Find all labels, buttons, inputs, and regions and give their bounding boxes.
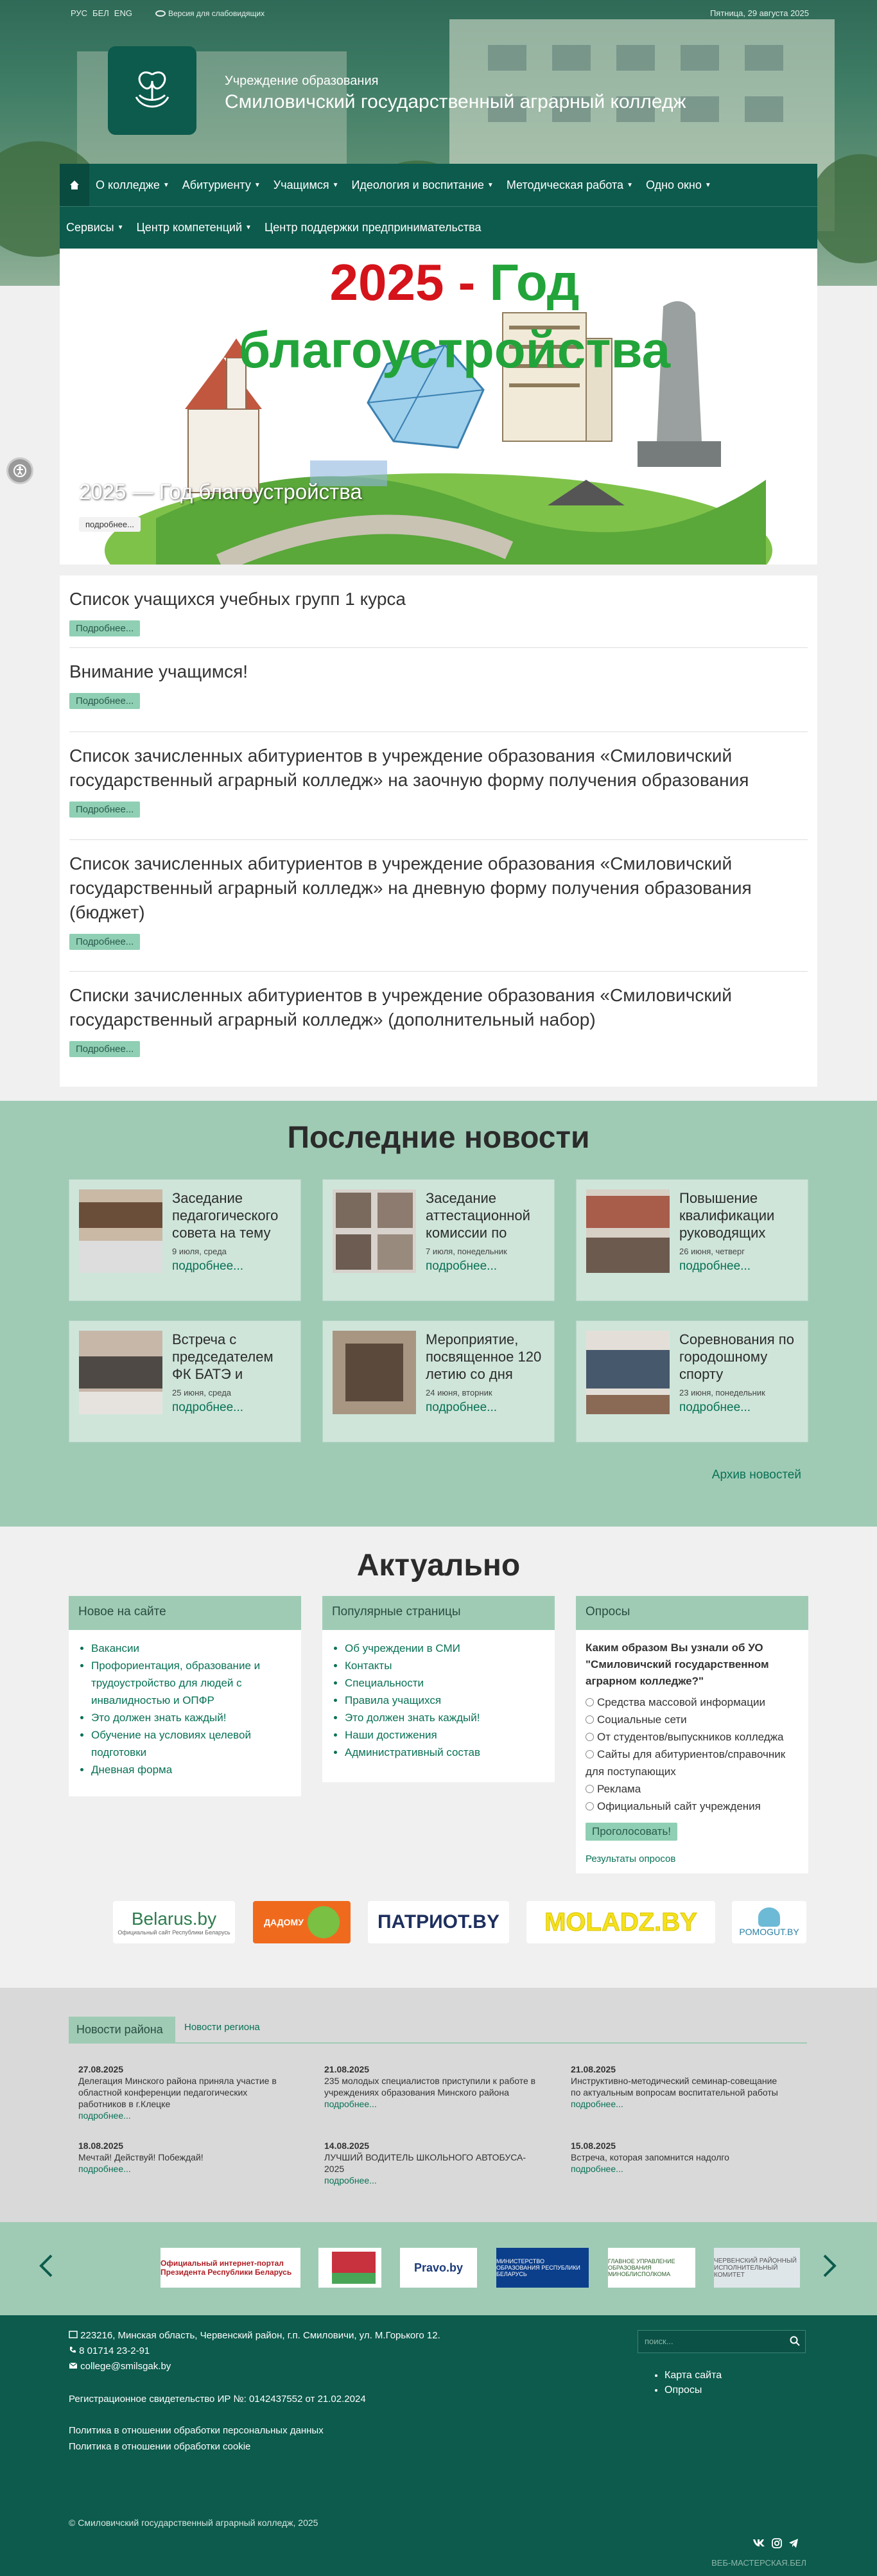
district-news-section (0, 1988, 877, 2222)
news-card[interactable] (576, 1179, 808, 1301)
language-switcher (71, 8, 132, 18)
low-vision-link[interactable] (155, 9, 265, 18)
new-on-site-item[interactable]: • Обучение на условиях целевой подготовки (91, 1726, 291, 1761)
tab-region-news[interactable]: Новости региона (184, 2022, 260, 2033)
poll-question: Каким образом Вы узнали об УО "Смиловичский государственном аграрном колледже?" (586, 1642, 769, 1687)
chevron-down-icon: ▼ (332, 181, 339, 189)
news-more-link[interactable]: подробнее... (426, 1401, 498, 1414)
radio-icon (586, 1715, 594, 1724)
map-icon (69, 2331, 78, 2338)
carousel-prev-button[interactable] (39, 2254, 54, 2284)
accessibility-icon (13, 464, 27, 478)
poll-option[interactable]: Сайты для абитуриентов/справочник для поступающих (586, 1748, 786, 1778)
news-date: 7 июля, понедельник (426, 1247, 507, 1256)
flag-icon (324, 2252, 376, 2284)
news-title[interactable]: Соревнования по городошному спорту (679, 1331, 794, 1382)
banner-more-button[interactable]: подробнее... (79, 517, 141, 532)
footer-links (652, 2368, 722, 2397)
poll (576, 1630, 808, 1874)
org-subtitle: Учреждение образования (225, 74, 379, 88)
chevron-down-icon: ▼ (627, 181, 633, 189)
announcement-more-button[interactable]: Подробнее... (69, 934, 140, 950)
chevron-right-icon (822, 2254, 837, 2277)
chevron-down-icon: ▼ (162, 181, 169, 189)
news-thumbnail[interactable] (333, 1189, 416, 1273)
partner-dadomu[interactable]: ДАДОМУ (253, 1901, 351, 1943)
news-more-link[interactable]: подробнее... (172, 1401, 244, 1414)
tab-district-news[interactable]: Новости района (69, 2017, 175, 2044)
popular-item[interactable]: • Специальности (345, 1674, 545, 1692)
popular-item[interactable]: • Это должен знать каждый! (345, 1709, 545, 1726)
radio-icon (586, 1785, 594, 1793)
people-icon (758, 1907, 780, 1927)
instagram-icon[interactable] (772, 2538, 782, 2552)
nav-applicants[interactable]: Абитуриенту ▼ (182, 178, 261, 191)
nav-one-window[interactable]: Одно окно ▼ (645, 178, 711, 191)
new-on-site-item[interactable]: • Профориентация, образование и трудоустройство для людей с инвалидностью и ОПФР (91, 1657, 291, 1709)
radio-icon (586, 1733, 594, 1741)
popular-pages-box (322, 1596, 555, 1782)
district-news-item[interactable]: 18.08.2025 Мечтай! Действуй! Побеждай! подробнее... (78, 2141, 204, 2174)
poll-option[interactable]: Официальный сайт учреждения (586, 1798, 799, 1815)
home-icon (69, 180, 80, 190)
news-card[interactable] (322, 1320, 555, 1442)
chevron-down-icon: ▼ (704, 181, 711, 189)
current-date: Пятница, 29 августа 2025 (709, 8, 809, 18)
news-more-link[interactable]: подробнее... (679, 1259, 751, 1273)
news-card[interactable] (69, 1179, 301, 1301)
carousel-pravo-by[interactable]: Pravo.by (400, 2248, 477, 2288)
footer-search-input[interactable]: поиск... (638, 2330, 806, 2353)
new-on-site-item[interactable]: • Это должен знать каждый! (91, 1709, 291, 1726)
site-header (0, 0, 877, 286)
news-thumbnail[interactable] (79, 1189, 162, 1273)
low-vision-label: Версия для слабовидящих (168, 9, 265, 18)
footer-privacy-policy[interactable]: Политика в отношении обработки персональных данных (69, 2425, 324, 2436)
partner-pomogut-by[interactable]: POMOGUT.BY (732, 1901, 806, 1943)
college-logo[interactable] (108, 46, 196, 135)
partner-patriot-by[interactable]: ПАТРИОТ.BY (368, 1901, 509, 1943)
carousel-next-button[interactable] (822, 2254, 837, 2284)
announcement-item (69, 732, 808, 840)
district-news-item[interactable]: 15.08.2025 Встреча, которая запомнится надолго подробнее... (571, 2141, 729, 2174)
district-more-link[interactable]: подробнее... (78, 2164, 131, 2174)
popular-item[interactable]: • Правила учащихся (345, 1692, 545, 1709)
polls-box (576, 1596, 808, 1873)
announcements-list (60, 575, 817, 1087)
district-tabs (69, 2017, 807, 2044)
news-date: 26 июня, четверг (679, 1247, 745, 1256)
announcement-more-button[interactable]: Подробнее... (69, 802, 140, 818)
lang-en[interactable]: ENG (114, 8, 132, 18)
district-more-link[interactable]: подробнее... (571, 2164, 623, 2174)
site-footer (0, 2315, 877, 2576)
links-carousel (0, 2222, 877, 2315)
district-news-item[interactable]: 27.08.2025 Делегация Минского района приняла участие в областной конференции педагогических работников в г.Клецке подробнее... (78, 2064, 277, 2121)
news-date: 23 июня, понедельник (679, 1388, 765, 1398)
clover-icon (308, 1906, 340, 1938)
poll-option[interactable]: От студентов/выпускников колледжа (586, 1728, 799, 1746)
footer-cookie-policy[interactable]: Политика в отношении обработки cookie (69, 2441, 251, 2452)
nav-methodical[interactable]: Методическая работа ▼ (506, 178, 633, 191)
news-thumbnail[interactable] (586, 1189, 670, 1273)
popular-item[interactable]: • Контакты (345, 1657, 545, 1674)
news-thumbnail[interactable] (586, 1331, 670, 1414)
footer-email[interactable]: college@smilsgak.by (69, 2361, 171, 2372)
news-thumbnail[interactable] (79, 1331, 162, 1414)
news-title[interactable]: Мероприятие, посвященное 120 летию со дня (426, 1331, 542, 1382)
district-more-link[interactable]: подробнее... (78, 2110, 131, 2121)
new-on-site-item[interactable]: • Дневная форма (91, 1761, 291, 1778)
poll-vote-button[interactable]: Проголосовать! (586, 1823, 677, 1841)
eye-icon (155, 10, 166, 17)
vk-icon[interactable] (752, 2538, 765, 2552)
news-title[interactable]: Заседание педагогического совета на тему (172, 1190, 279, 1241)
popular-item[interactable]: • Наши достижения (345, 1726, 545, 1744)
hero-banner[interactable] (60, 249, 817, 565)
carousel-president-portal[interactable]: Официальный интернет-портал Президента Республики Беларусь (161, 2248, 300, 2288)
news-title[interactable]: Встреча с председателем ФК БАТЭ и (172, 1331, 274, 1382)
footer-phone: 8 01714 23-2-91 (69, 2345, 150, 2356)
announcement-more-button[interactable]: Подробнее... (69, 620, 140, 636)
news-date: 24 июня, вторник (426, 1388, 492, 1398)
actual-heading: Актуально (356, 1548, 521, 1582)
footer-address: 223216, Минская область, Червенский район, г.п. Смиловичи, ул. М.Горького 12. (69, 2330, 440, 2341)
news-more-link[interactable]: подробнее... (172, 1259, 244, 1273)
nav-competence[interactable]: Центр компетенций ▼ (136, 221, 252, 234)
news-date: 25 июня, среда (172, 1388, 232, 1398)
footer-registration: Регистрационное свидетельство ИР №: 0142437552 от 21.02.2024 (69, 2394, 366, 2405)
search-icon (790, 2336, 800, 2346)
district-news-item[interactable]: 21.08.2025 Инструктивно-методический семинар-совещание по актуальным вопросам воспитательной работы подробнее... (571, 2064, 778, 2109)
poll-option[interactable]: Реклама (586, 1780, 799, 1798)
nav-services[interactable]: Сервисы ▼ (66, 221, 124, 234)
news-title[interactable]: Повышение квалификации руководящих (679, 1190, 775, 1241)
chevron-left-icon (39, 2254, 54, 2277)
district-more-link[interactable]: подробнее... (324, 2175, 377, 2186)
news-archive-link[interactable]: Архив новостей (711, 1468, 801, 1482)
mail-icon (69, 2362, 78, 2369)
radio-icon (586, 1802, 594, 1810)
latest-news-section (0, 1101, 877, 1527)
district-more-link[interactable]: подробнее... (324, 2099, 377, 2109)
new-on-site-item[interactable]: • Вакансии (91, 1640, 291, 1657)
popular-item[interactable]: • Административный состав (345, 1744, 545, 1761)
announcement-title[interactable]: Список зачисленных абитуриентов в учреждение образования «Смиловичский государственный аграрный колледж» на заочную форму получения образования (69, 746, 749, 790)
radio-icon (586, 1698, 594, 1706)
carousel-main-dept-education[interactable]: ГЛАВНОЕ УПРАВЛЕНИЕ ОБРАЗОВАНИЯ МИНОБЛИСПОЛКОМА (608, 2248, 695, 2288)
news-card[interactable] (576, 1320, 808, 1442)
poll-option[interactable]: Социальные сети (586, 1711, 799, 1728)
news-more-link[interactable]: подробнее... (426, 1259, 498, 1273)
announcement-title[interactable]: Список зачисленных абитуриентов в учреждение образования «Смиловичский государственный аграрный колледж» на дневную форму получения образования (бюджет) (69, 854, 752, 922)
footer-polls-link[interactable]: • Опросы (664, 2383, 722, 2397)
radio-icon (586, 1750, 594, 1758)
poll-results-link[interactable]: Результаты опросов (586, 1853, 676, 1864)
new-on-site-box (69, 1596, 301, 1796)
lang-ru[interactable]: РУС (71, 8, 88, 18)
partner-moladz-by[interactable]: MOLADZ.BY (526, 1901, 715, 1943)
nav-about[interactable]: О колледже ▼ (96, 178, 169, 191)
nav-business-support[interactable]: Центр поддержки предпринимательства (264, 221, 482, 234)
news-date: 9 июля, среда (172, 1247, 227, 1256)
carousel-cherven-committee[interactable]: ЧЕРВЕНСКИЙ РАЙОННЫЙ ИСПОЛНИТЕЛЬНЫЙ КОМИТЕТ (714, 2248, 800, 2288)
nav-ideology[interactable]: Идеология и воспитание ▼ (351, 178, 494, 191)
announcement-title[interactable]: Списки зачисленных абитуриентов в учреждение образования «Смиловичский государственный аграрный колледж» (дополнительный набор) (69, 985, 732, 1030)
district-more-link[interactable]: подробнее... (571, 2099, 623, 2109)
chevron-down-icon: ▼ (117, 224, 124, 231)
news-card[interactable] (69, 1320, 301, 1442)
main-nav (60, 164, 817, 249)
carousel-ministry-education[interactable]: МИНИСТЕРСТВО ОБРАЗОВАНИЯ РЕСПУБЛИКИ БЕЛАРУСЬ (496, 2248, 589, 2288)
chevron-down-icon: ▼ (254, 181, 261, 189)
news-title[interactable]: Заседание аттестационной комиссии по (426, 1190, 530, 1241)
footer-sitemap-link[interactable]: • Карта сайта (664, 2368, 722, 2383)
announcement-item (69, 575, 808, 648)
leaf-hands-icon (123, 62, 181, 119)
nav-home[interactable] (60, 164, 89, 206)
box-title: Популярные страницы (322, 1596, 555, 1630)
chevron-down-icon: ▼ (487, 181, 494, 189)
org-title: Смиловичский государственный аграрный колледж (225, 91, 686, 112)
phone-icon (69, 2346, 76, 2354)
popular-item[interactable]: • Об учреждении в СМИ (345, 1640, 545, 1657)
footer-developer-link[interactable]: ВЕБ-МАСТЕРСКАЯ.БЕЛ (711, 2558, 806, 2568)
announcement-more-button[interactable]: Подробнее... (69, 693, 140, 709)
box-title: Опросы (576, 1596, 808, 1630)
banner-headline: 2025 - Год благоустройства (238, 254, 671, 378)
nav-students[interactable]: Учащимся ▼ (273, 178, 339, 191)
announcement-more-button[interactable]: Подробнее... (69, 1041, 140, 1057)
news-card[interactable] (322, 1179, 555, 1301)
social-links (752, 2538, 799, 2552)
announcement-title[interactable]: Список учащихся учебных групп 1 курса (69, 589, 406, 609)
chevron-down-icon: ▼ (245, 224, 252, 231)
news-thumbnail[interactable] (333, 1331, 416, 1414)
news-more-link[interactable]: подробнее... (679, 1401, 751, 1414)
footer-copyright: © Смиловичский государственный аграрный колледж, 2025 (69, 2518, 318, 2528)
accessibility-button[interactable] (6, 457, 33, 484)
banner-caption: 2025 — Год благоустройства (79, 480, 362, 504)
partner-belarus-by[interactable]: Belarus.by Официальный сайт Республики Беларусь (113, 1901, 235, 1943)
news-heading: Последние новости (287, 1121, 590, 1155)
announcement-item (69, 840, 808, 972)
telegram-icon[interactable] (788, 2538, 799, 2552)
announcement-item (69, 648, 808, 732)
announcement-title[interactable]: Внимание учащимся! (69, 662, 248, 681)
announcement-item (69, 972, 808, 1080)
district-news-item[interactable]: 14.08.2025 ЛУЧШИЙ ВОДИТЕЛЬ ШКОЛЬНОГО АВТОБУСА- 2025 подробнее... (324, 2141, 526, 2186)
district-news-item[interactable]: 21.08.2025 235 молодых специалистов приступили к работе в учреждениях образования Минского района подробнее... (324, 2064, 536, 2109)
header-topbar (71, 8, 809, 21)
poll-option[interactable]: Средства массовой информации (586, 1694, 799, 1711)
lang-be[interactable]: БЕЛ (92, 8, 109, 18)
box-title: Новое на сайте (69, 1596, 301, 1630)
carousel-belarus-flag[interactable] (318, 2248, 381, 2288)
